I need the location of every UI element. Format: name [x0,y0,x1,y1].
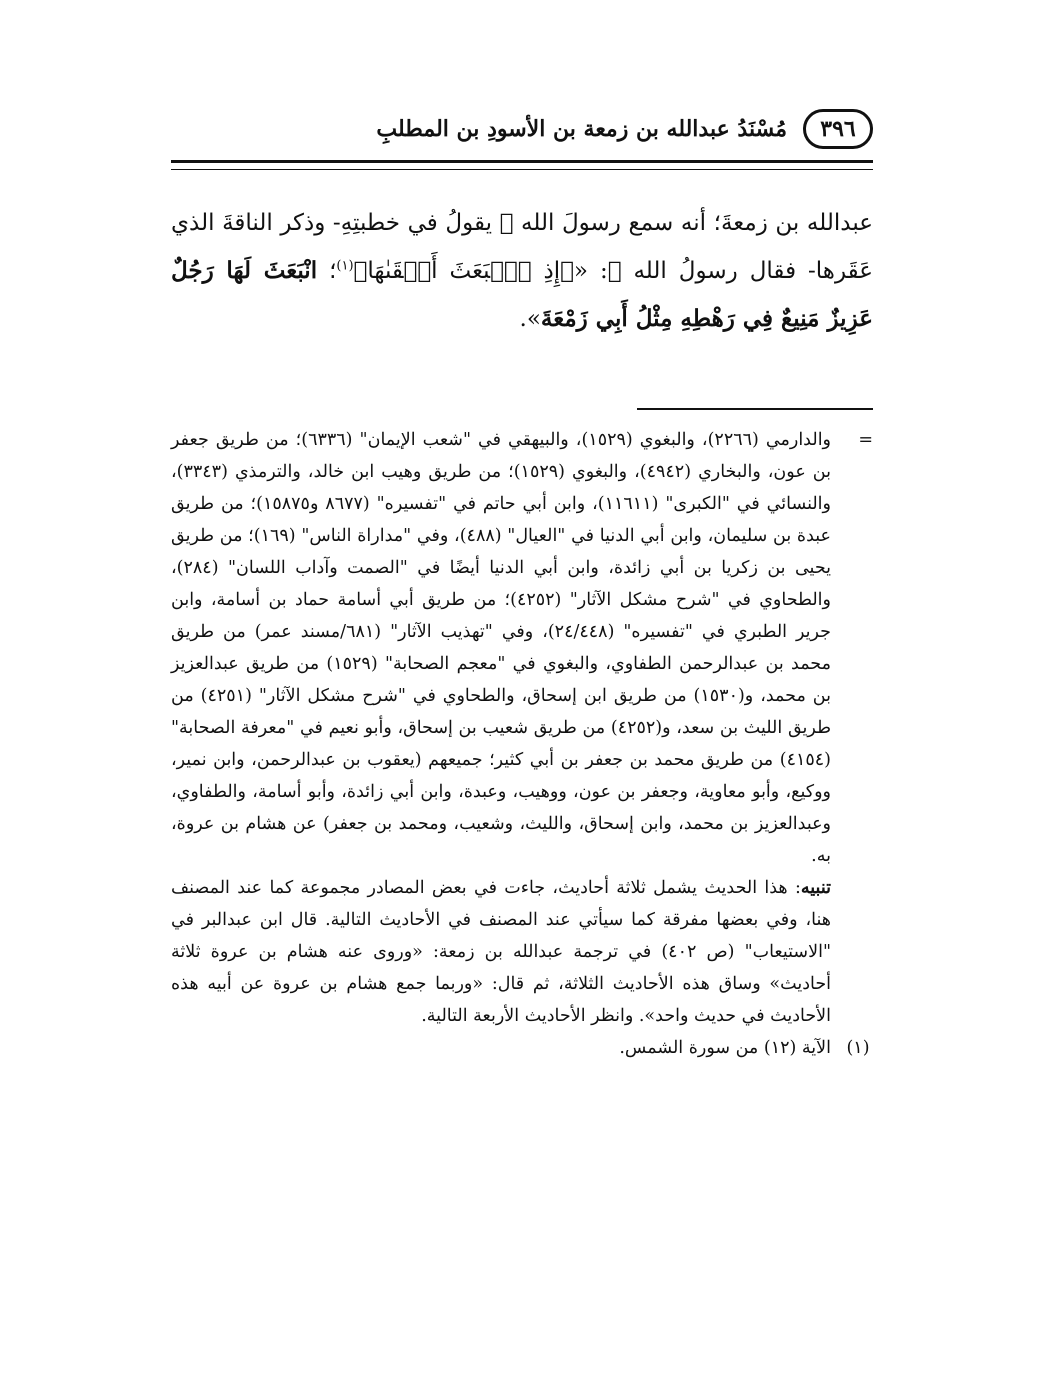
main-text-ending: ». [519,306,541,332]
note-text: : هذا الحديث يشمل ثلاثة أحاديث، جاءت في بعض المصادر مجموعة كما عند المصنف هنا، وفي بعضها مفرقة كما سيأتي عند المصنف في الأحاديث التالية. قال ابن عبدالبر في "الاستيعاب" (ص ٤٠٢) في ترجمة عبدالله بن زمعة: «وروى عنه هشام بن عروة ثلاثة أحاديث» وساق هذه الأحاديث الثلاثة، ثم قال: «وربما جمع هشام بن عروة عن أبيه هذه الأحاديث في حديث واحد». وانظر الأحاديث الأربعة التالية. [171,878,831,1026]
main-hadith-text [171,200,873,343]
footnote-note [171,872,873,1032]
header-double-rule [171,160,873,170]
footnote-separator [637,408,873,410]
footnote-1-marker: (١) [846,1038,870,1058]
footnote-reference-1[interactable]: (١) [336,258,354,274]
running-title: مُسْنَدُ عبدالله بن زمعة بن الأسودِ بن المطلبِ [376,116,787,142]
footnote-continuation [171,424,873,872]
bold-hadith-quote: انْبَعَثَ لَهَا رَجُلٌ عَزِيزٌ مَنِيعٌ فِي رَهْطِهِ مِثْلُ أَبِي زَمْعَةَ [171,257,873,332]
note-label: تنبيه [800,878,831,898]
footnotes-section [171,424,873,1064]
main-text-part2: ؛ [317,258,337,284]
page-number-badge: ٣٩٦ [803,109,873,149]
footnote-1-text: الآية (١٢) من سورة الشمس. [619,1038,831,1058]
page-header [171,106,873,152]
continuation-text: والدارمي (٢٢٦٦)، والبغوي (١٥٢٩)، والبيهقي في "شعب الإيمان" (٦٣٣٦)؛ من طريق جعفر بن عون، والبخاري (٤٩٤٢)، والبغوي (١٥٢٩)؛ من طريق وهيب ابن خالد، والترمذي (٣٣٤٣)، والنسائي في "الكبرى" (١١٦١١)، وابن أبي حاتم في "تفسيره" (٨٦٧٧ و١٥٨٧٥)؛ من طريق عبدة بن سليمان، وابن أبي الدنيا في "العيال" (٤٨٨)، وفي "مداراة الناس" (١٦٩)؛ من طريق يحيى بن زكريا بن أبي زائدة، وابن أبي الدنيا أيضًا في "الصمت وآداب اللسان" (٢٨٤)، والطحاوي في "شرح مشكل الآثار" (٤٢٥٢)؛ من طريق أبي أسامة حماد بن أسامة، وابن جرير الطبري في "تفسيره" (٢٤/٤٤٨)، وفي "تهذيب الآثار" (٦٨١/مسند عمر) من طريق محمد بن عبدالرحمن الطفاوي، والبغوي في "معجم الصحابة" (١٥٢٩) من طريق عبدالعزيز بن محمد، و(١٥٣٠) من طريق ابن إسحاق، والطحاوي في "شرح مشكل الآثار" (٤٢٥١) من طريق الليث بن سعد، و(٤٢٥٢) من طريق شعيب بن إسحاق، وأبو نعيم في "معرفة الصحابة" (٤١٥٤) من طريق محمد بن جعفر بن أبي كثير؛ جميعهم (يعقوب بن عبدالرحمن، وابن نمير، ووكيع، وأبو معاوية، وجعفر بن عون، ووهيب، وعبدة، وابن أبي زائدة، وأبو أسامة، والطفاوي، وعبدالعزيز بن محمد، وابن إسحاق، والليث، وشعيب، ومحمد بن جعفر) عن هشام بن عروة، به. [171,430,832,866]
footnote-1 [171,1032,873,1064]
continuation-marker: = [858,430,873,450]
main-text-part1: عبدالله بن زمعةَ؛ أنه سمع رسولَ الله ﷺ يقولُ في خطبتِهِ- وذكر الناقةَ الذي عَقَرها- فقال رسولُ الله ﷺ: «﴿إِذِ ٱنۢبَعَثَ أَشۡقَىٰهَا﴾ [171,210,873,284]
